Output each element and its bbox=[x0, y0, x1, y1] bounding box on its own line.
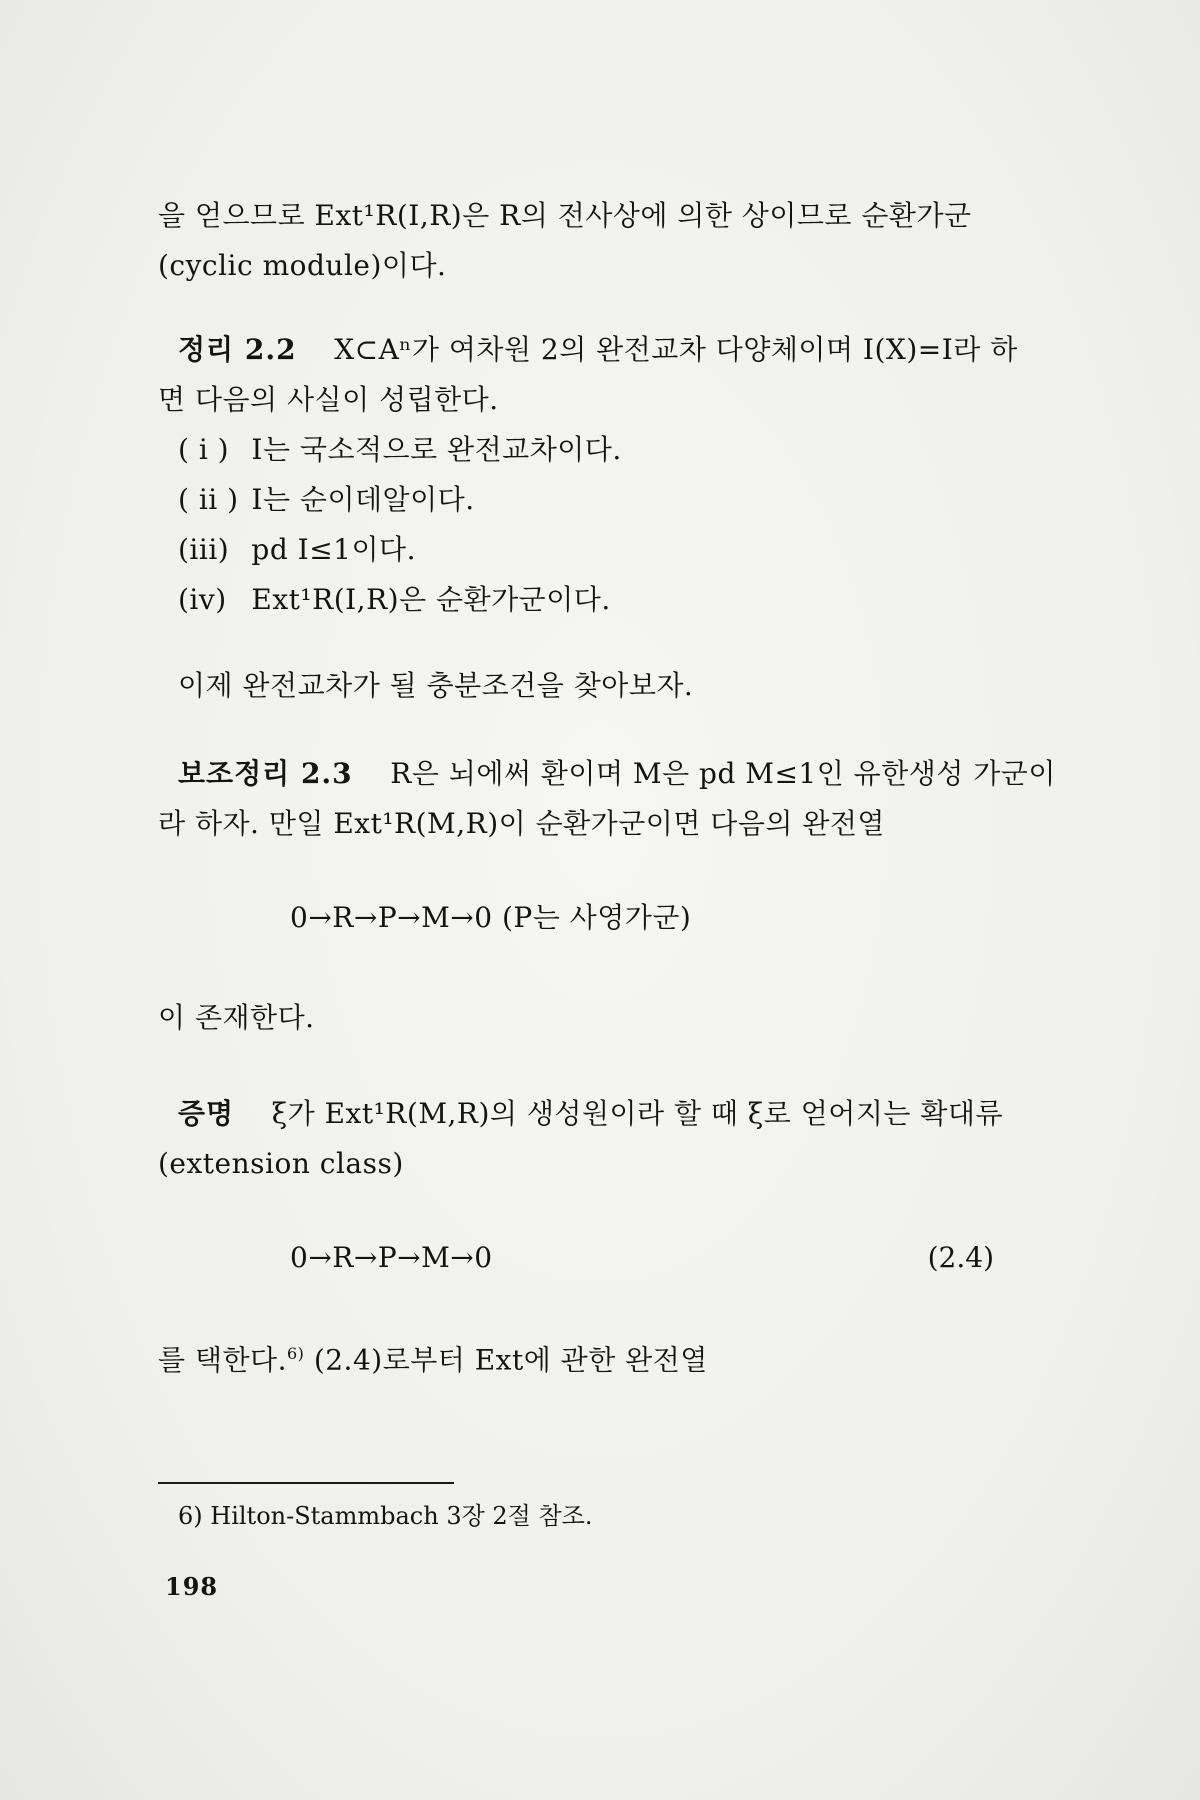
footnote: 6) Hilton-Stammbach 3장 2절 참조. bbox=[178, 1502, 593, 1530]
proof-line: (extension class) bbox=[158, 1147, 404, 1180]
proof-first-line bbox=[178, 1096, 1003, 1132]
final-text: 를 택한다. bbox=[158, 1343, 287, 1377]
lemma-label: 보조정리 2.3 bbox=[178, 757, 353, 790]
theorem-line: 면 다음의 사실이 성립한다. bbox=[158, 383, 499, 416]
exact-sequence: 0→R→P→M→0 (P는 사영가군) bbox=[290, 901, 692, 934]
paragraph-line: 을 얻으므로 Ext¹R(I,R)은 R의 전사상에 의한 상이므로 순환가군 bbox=[158, 199, 972, 232]
item-label: ( ii ) bbox=[178, 483, 239, 516]
item-label: (iv) bbox=[178, 583, 227, 616]
transition-line: 이제 완전교차가 될 충분조건을 찾아보자. bbox=[178, 669, 694, 702]
item-text: I는 국소적으로 완전교차이다. bbox=[251, 433, 622, 466]
item-text: I는 순이데알이다. bbox=[251, 483, 475, 516]
equation-number: (2.4) bbox=[927, 1241, 994, 1274]
paragraph-line: 이 존재한다. bbox=[158, 1001, 315, 1034]
lemma-text: R은 뇌에써 환이며 M은 pd M≤1인 유한생성 가군이 bbox=[390, 757, 1056, 790]
item-label: ( i ) bbox=[178, 433, 230, 466]
list-item bbox=[178, 432, 622, 468]
item-text: pd I≤1이다. bbox=[251, 533, 416, 566]
paragraph-line: (cyclic module)이다. bbox=[158, 249, 447, 282]
item-text: Ext¹R(I,R)은 순환가군이다. bbox=[251, 583, 611, 616]
proof-label: 증명 bbox=[178, 1097, 235, 1130]
list-item bbox=[178, 582, 611, 618]
proof-text: ξ가 Ext¹R(M,R)의 생성원이라 할 때 ξ로 얻어지는 확대류 bbox=[271, 1097, 1003, 1130]
theorem-first-line bbox=[178, 332, 1018, 368]
lemma-first-line bbox=[178, 756, 1056, 792]
list-item bbox=[178, 482, 475, 518]
page-number: 198 bbox=[165, 1572, 219, 1601]
item-label: (iii) bbox=[178, 533, 230, 566]
theorem-label: 정리 2.2 bbox=[178, 333, 297, 366]
footnote-marker: 6) bbox=[287, 1344, 305, 1363]
final-text-rest: (2.4)로부터 Ext에 관한 완전열 bbox=[304, 1343, 708, 1377]
paragraph-line bbox=[158, 1336, 708, 1378]
exact-sequence-2-4: 0→R→P→M→0 bbox=[290, 1241, 493, 1274]
lemma-line: 라 하자. 만일 Ext¹R(M,R)이 순환가군이면 다음의 완전열 bbox=[158, 807, 885, 840]
theorem-text: X⊂Aⁿ가 여차원 2의 완전교차 다양체이며 I(X)=I라 하 bbox=[334, 333, 1018, 366]
list-item bbox=[178, 532, 416, 568]
footnote-divider bbox=[158, 1482, 454, 1484]
